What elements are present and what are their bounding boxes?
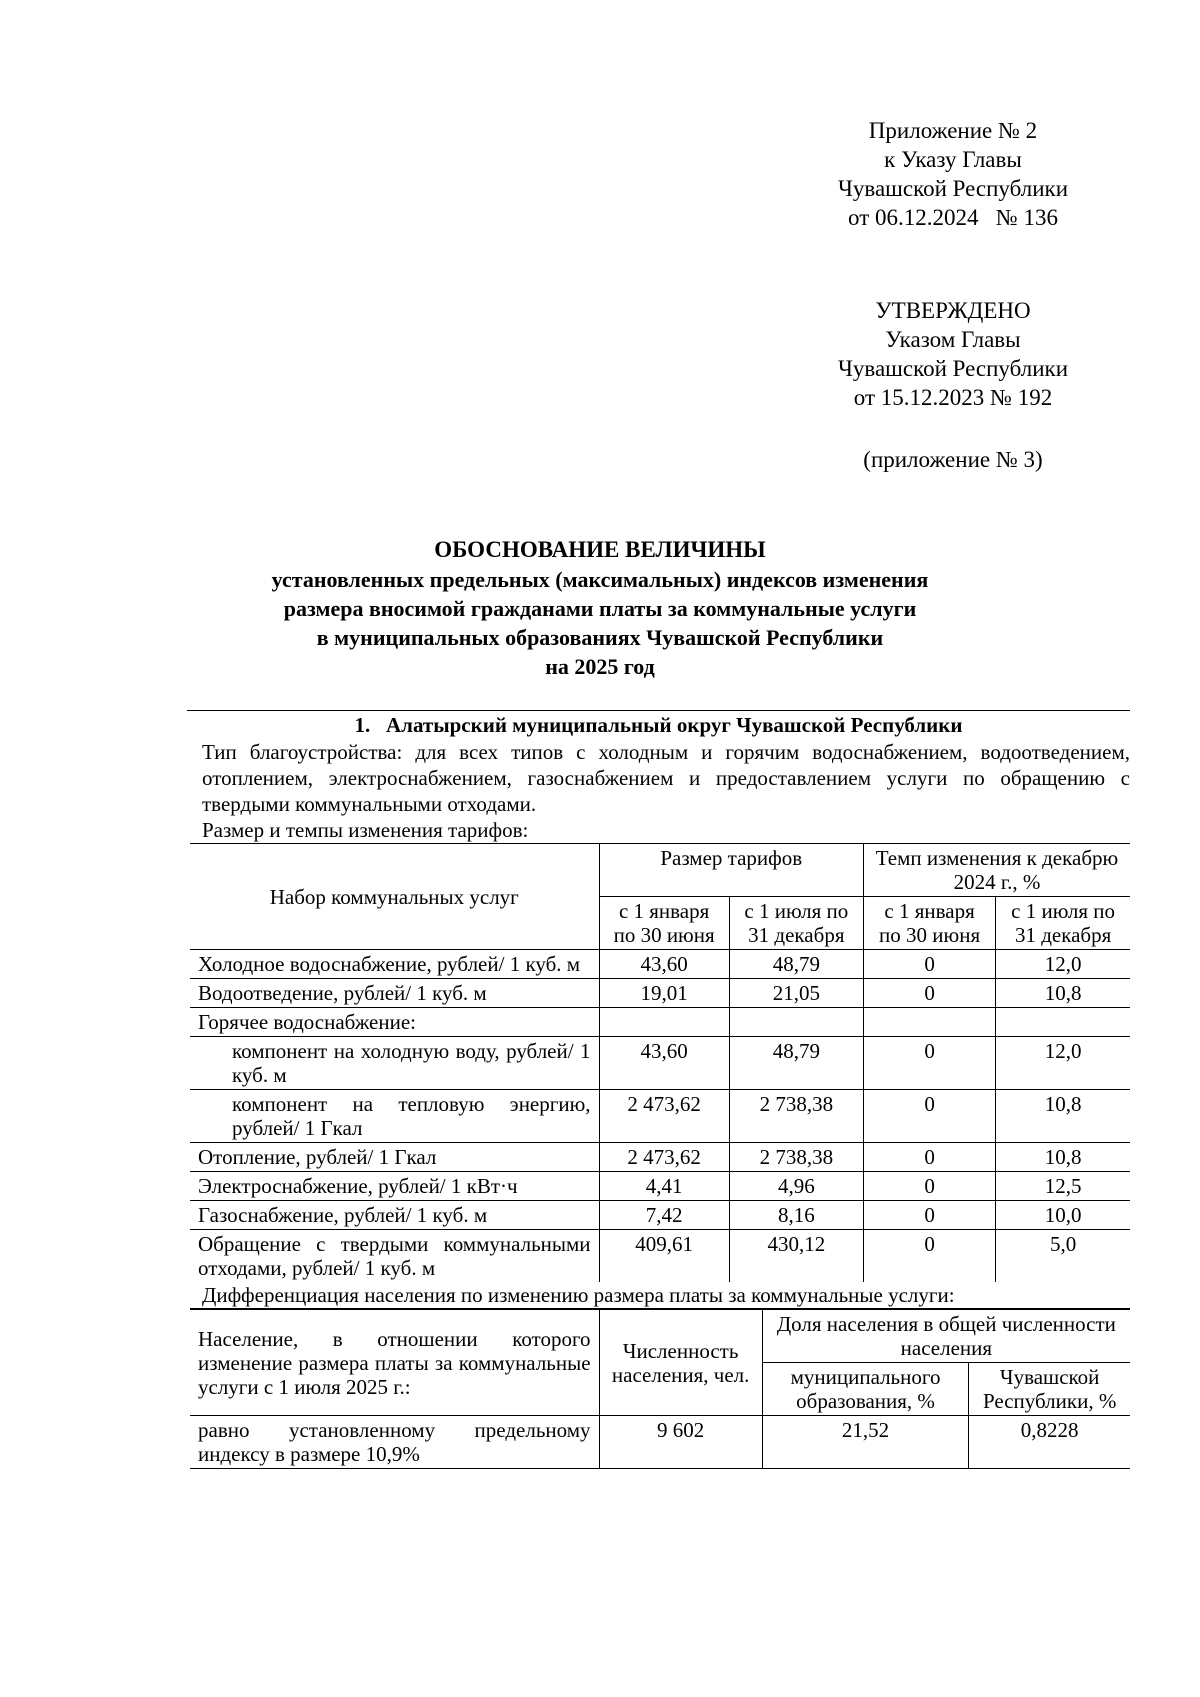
col-population-header: Население, в отношении которого изменение размера платы за коммунальные услуги с 1 июля 2025 г.: — [190, 1310, 599, 1416]
service-name: Электроснабжение, рублей/ 1 кВт·ч — [190, 1172, 599, 1201]
tariff-jan — [599, 1008, 729, 1037]
tariff-jan: 7,42 — [599, 1201, 729, 1230]
rate-jul: 12,5 — [996, 1172, 1130, 1201]
appendix-line: Чувашской Республики — [837, 176, 1069, 201]
approved-line: Чувашской Республики — [837, 356, 1069, 381]
tariff-table — [190, 843, 1130, 1282]
document-title — [200, 535, 1000, 681]
rate-jul: 10,8 — [996, 1090, 1130, 1143]
appendix-line: от 06.12.2024 № 136 — [848, 205, 1058, 230]
appendix-3-note: (приложение № 3) — [863, 447, 1043, 472]
rate-jan: 0 — [863, 979, 995, 1008]
table-row — [190, 1201, 1130, 1230]
table-row — [190, 1172, 1130, 1201]
col-share-header: Доля населения в общей численности населения — [762, 1310, 1130, 1363]
republic-share: 0,8228 — [969, 1416, 1130, 1469]
tariff-jan: 4,41 — [599, 1172, 729, 1201]
rate-jan: 0 — [863, 1090, 995, 1143]
population-table — [190, 1309, 1130, 1469]
approved-line: от 15.12.2023 № 192 — [853, 385, 1053, 410]
appendix-reference — [808, 116, 1098, 232]
table-row — [190, 1037, 1130, 1090]
col-change-rate-header: Темп изменения к декабрю 2024 г., % — [863, 844, 1130, 897]
rate-jul: 5,0 — [996, 1230, 1130, 1283]
rate-jul: 10,0 — [996, 1201, 1130, 1230]
tariff-jul: 2 738,38 — [729, 1090, 863, 1143]
sub-jul-header: с 1 июля по 31 декабря — [996, 897, 1130, 950]
rate-jul: 12,0 — [996, 950, 1130, 979]
table-row — [190, 979, 1130, 1008]
municipality-section — [190, 710, 1130, 1469]
sub-jan-header: с 1 января по 30 июня — [599, 897, 729, 950]
col-tariff-size-header: Размер тарифов — [599, 844, 863, 897]
appendix-line: к Указу Главы — [884, 147, 1022, 172]
title-line: в муниципальных образованиях Чувашской Республики — [316, 625, 884, 650]
service-name: компонент на холодную воду, рублей/ 1 куб. м — [190, 1037, 599, 1090]
service-name: компонент на тепловую энергию, рублей/ 1 Гкал — [190, 1090, 599, 1143]
rate-jan: 0 — [863, 1143, 995, 1172]
approved-stamp — [808, 296, 1098, 412]
tariff-jul: 21,05 — [729, 979, 863, 1008]
tariff-jan: 409,61 — [599, 1230, 729, 1283]
rate-jul: 12,0 — [996, 1037, 1130, 1090]
table-row — [190, 1143, 1130, 1172]
rate-jan: 0 — [863, 1037, 995, 1090]
sub-jul-header: с 1 июля по 31 декабря — [729, 897, 863, 950]
col-count-header: Численность населения, чел. — [599, 1310, 762, 1416]
population-count: 9 602 — [599, 1416, 762, 1469]
service-name: Водоотведение, рублей/ 1 куб. м — [190, 979, 599, 1008]
section-heading: 1. Алатырский муниципальный округ Чувашской Республики — [187, 710, 1130, 739]
service-name: Холодное водоснабжение, рублей/ 1 куб. м — [190, 950, 599, 979]
tariff-jul: 4,96 — [729, 1172, 863, 1201]
tariff-jan: 43,60 — [599, 950, 729, 979]
approved-line: УТВЕРЖДЕНО — [875, 298, 1031, 323]
table-row — [190, 1008, 1130, 1037]
rate-jan: 0 — [863, 1172, 995, 1201]
rate-jan: 0 — [863, 1201, 995, 1230]
sub-municipal-header: муниципального образования, % — [762, 1363, 969, 1416]
service-name: Горячее водоснабжение: — [190, 1008, 599, 1037]
tariff-jan: 19,01 — [599, 979, 729, 1008]
tariff-jul: 430,12 — [729, 1230, 863, 1283]
rate-jul: 10,8 — [996, 1143, 1130, 1172]
service-name: Газоснабжение, рублей/ 1 куб. м — [190, 1201, 599, 1230]
title-main: ОБОСНОВАНИЕ ВЕЛИЧИНЫ — [434, 537, 766, 562]
rate-jan: 0 — [863, 1230, 995, 1283]
sub-jan-header: с 1 января по 30 июня — [863, 897, 995, 950]
appendix-line: Приложение № 2 — [868, 118, 1038, 143]
table-row — [190, 1416, 1130, 1469]
service-name: Отопление, рублей/ 1 Гкал — [190, 1143, 599, 1172]
table-row — [190, 1090, 1130, 1143]
tariff-jul — [729, 1008, 863, 1037]
approved-line: Указом Главы — [885, 327, 1021, 352]
tariff-jul: 2 738,38 — [729, 1143, 863, 1172]
tariffs-label: Размер и темпы изменения тарифов: — [202, 818, 529, 842]
rate-jan: 0 — [863, 950, 995, 979]
title-line: размера вносимой гражданами платы за коммунальные услуги — [283, 596, 917, 621]
tariff-jul: 48,79 — [729, 950, 863, 979]
differentiation-label: Дифференциация населения по изменению размера платы за коммунальные услуги: — [190, 1282, 1130, 1309]
tariff-jul: 48,79 — [729, 1037, 863, 1090]
rate-jul: 10,8 — [996, 979, 1130, 1008]
table-row — [190, 950, 1130, 979]
improvement-type: Тип благоустройства: для всех типов с холодным и горячим водоснабжением, водоотведением, отоплением, электроснабжением, газоснабжением и предоставлением услуги по обращению с твердыми коммунальными отходами. — [202, 740, 1130, 816]
tariff-jul: 8,16 — [729, 1201, 863, 1230]
tariff-jan: 43,60 — [599, 1037, 729, 1090]
rate-jan — [863, 1008, 995, 1037]
sub-republic-header: Чувашской Республики, % — [969, 1363, 1130, 1416]
rate-jul — [996, 1008, 1130, 1037]
service-name: Обращение с твердыми коммунальными отходами, рублей/ 1 куб. м — [190, 1230, 599, 1283]
table-row — [190, 1230, 1130, 1283]
col-service-header: Набор коммунальных услуг — [190, 844, 599, 950]
title-line: установленных предельных (максимальных) индексов изменения — [271, 567, 929, 592]
population-category: равно установленному предельному индексу в размере 10,9% — [190, 1416, 599, 1469]
tariff-jan: 2 473,62 — [599, 1143, 729, 1172]
title-line: на 2025 год — [545, 654, 655, 679]
municipal-share: 21,52 — [762, 1416, 969, 1469]
tariff-jan: 2 473,62 — [599, 1090, 729, 1143]
